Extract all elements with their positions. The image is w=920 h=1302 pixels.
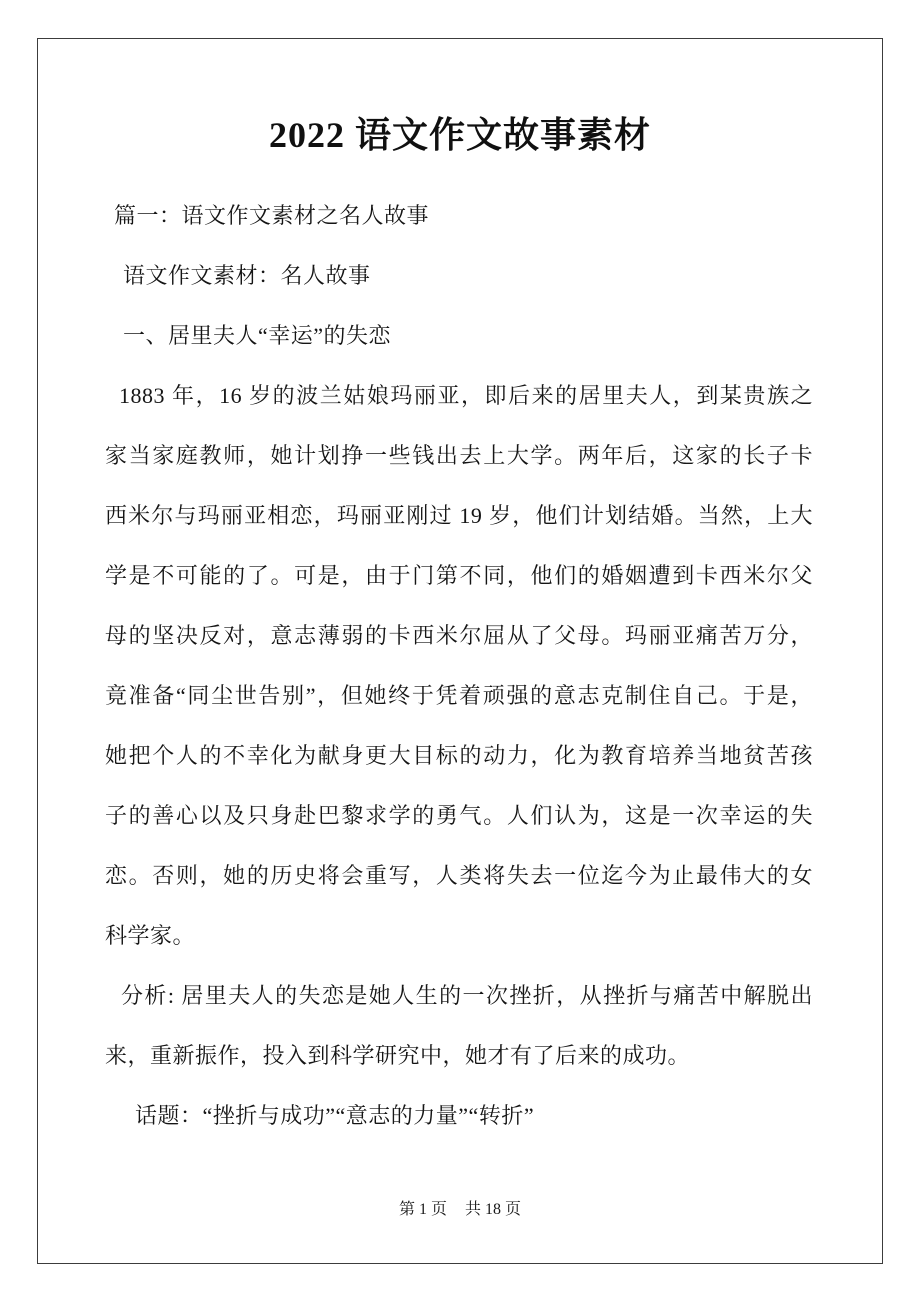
text-line: 话题：“挫折与成功”“意志的力量”“转折” bbox=[135, 1103, 535, 1128]
text-line: 恋。否则，她的历史将会重写，人类将失去一位迄今为止最伟大的女 bbox=[105, 863, 813, 888]
page-number-label: 第 1 页 bbox=[398, 1201, 447, 1218]
text-line: 篇一：语文作文素材之名人故事 bbox=[114, 203, 430, 228]
text-line: 一、居里夫人“幸运”的失恋 bbox=[123, 323, 392, 348]
page-border bbox=[37, 38, 883, 1264]
page-total-label: 共 18 页 bbox=[465, 1201, 522, 1218]
text-line: 语文作文素材：名人故事 bbox=[123, 263, 371, 288]
text-line: 科学家。 bbox=[105, 923, 196, 948]
page-footer bbox=[38, 1197, 882, 1223]
text-line: 子的善心以及只身赴巴黎求学的勇气。人们认为，这是一次幸运的失 bbox=[105, 803, 813, 828]
text-line: 来，重新振作，投入到科学研究中，她才有了后来的成功。 bbox=[105, 1043, 691, 1068]
text-line: 学是不可能的了。可是，由于门第不同，他们的婚姻遭到卡西米尔父 bbox=[105, 563, 813, 588]
text-line: 家当家庭教师，她计划挣一些钱出去上大学。两年后，这家的长子卡 bbox=[105, 443, 813, 468]
document-title: 2022 语文作文故事素材 bbox=[268, 115, 651, 155]
document-body bbox=[105, 186, 813, 1146]
text-line: 分析: 居里夫人的失恋是她人生的一次挫折，从挫折与痛苦中解脱出 bbox=[121, 983, 813, 1008]
text-line: 1883 年，16 岁的波兰姑娘玛丽亚，即后来的居里夫人，到某贵族之 bbox=[119, 383, 813, 408]
text-line: 母的坚决反对，意志薄弱的卡西米尔屈从了父母。玛丽亚痛苦万分， bbox=[105, 623, 813, 648]
text-line: 她把个人的不幸化为献身更大目标的动力，化为教育培养当地贫苦孩 bbox=[105, 743, 813, 768]
text-line: 西米尔与玛丽亚相恋，玛丽亚刚过 19 岁，他们计划结婚。当然，上大 bbox=[105, 503, 813, 528]
text-line: 竟准备“同尘世告别”，但她终于凭着顽强的意志克制住自己。于是， bbox=[105, 683, 813, 708]
